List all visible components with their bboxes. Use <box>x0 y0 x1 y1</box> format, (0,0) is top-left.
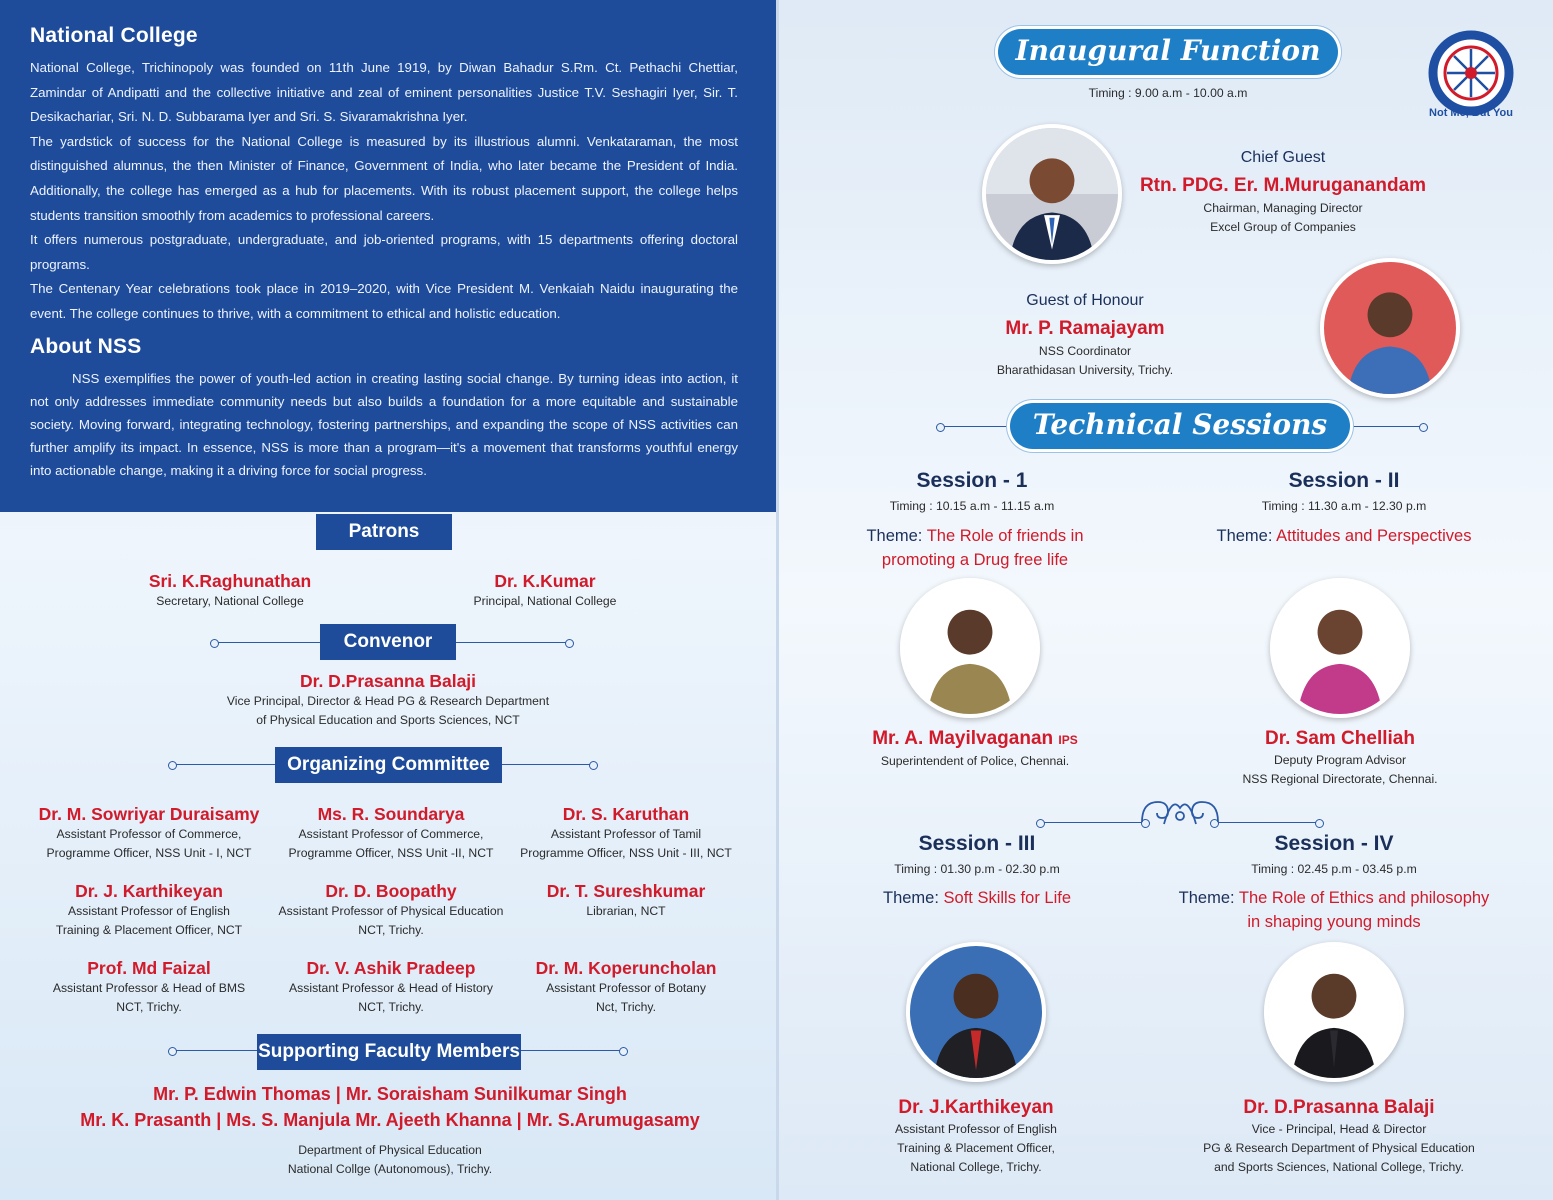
member-name: Dr. M. Koperuncholan <box>535 958 717 978</box>
session-3 <box>877 831 1077 881</box>
nss-wheel-icon <box>1428 30 1514 116</box>
chief-guest-name: Rtn. PDG. Er. M.Muruganandam <box>1139 175 1427 196</box>
guest-of-honour-desc-2: Bharathidasan University, Trichy. <box>996 363 1174 377</box>
member-desc: Assistant Professor of Botany <box>546 981 706 995</box>
session-timing: Timing : 02.45 p.m - 03.45 p.m <box>1251 862 1417 876</box>
session-timing: Timing : 11.30 a.m - 12.30 p.m <box>1261 499 1427 513</box>
technical-title: Technical Sessions <box>1010 403 1350 449</box>
member-name: Dr. V. Ashik Pradeep <box>306 958 476 978</box>
member-name: Ms. R. Soundarya <box>317 804 465 824</box>
session-title: Session - II <box>1288 469 1400 492</box>
committee-member <box>496 957 756 1017</box>
speaker-desc: Assistant Professor of English <box>895 1122 1057 1136</box>
session-title: Session - 1 <box>916 469 1028 492</box>
speaker-suffix: IPS <box>1058 733 1078 747</box>
speaker-name: Dr. Sam Chelliah <box>1265 728 1415 749</box>
guest-of-honour-desc-1: NSS Coordinator <box>1038 344 1132 358</box>
session-3-speaker <box>826 1096 1126 1177</box>
convenor-desc-1: Vice Principal, Director & Head PG & Research Department <box>226 694 550 708</box>
college-paragraph-4: The Centenary Year celebrations took place in 2019–2020, with Vice President M. Venkaiah Naidu inaugurating the event. The college continues to thrive, with a commitment to ethical and holistic education. <box>30 281 738 321</box>
ornament-swirl-icon <box>1138 792 1222 828</box>
member-desc: Training & Placement Officer, NCT <box>55 923 243 937</box>
session-1-speaker-photo <box>900 578 1040 718</box>
supporting-line-1: Mr. P. Edwin Thomas | Mr. Soraisham Sunilkumar Singh <box>153 1084 627 1104</box>
convenor-person <box>160 670 616 730</box>
committee-member <box>496 880 756 921</box>
about-section <box>0 0 776 512</box>
theme-value: The Role of Ethics and philosophy <box>1238 889 1490 907</box>
nss-heading: About NSS <box>30 334 142 358</box>
session-2-theme <box>1194 524 1494 548</box>
member-desc: Assistant Professor of Tamil <box>550 827 702 841</box>
speaker-desc: NSS Regional Directorate, Chennai. <box>1242 772 1438 786</box>
member-name: Dr. D. Boopathy <box>325 881 457 901</box>
speaker-desc: Deputy Program Advisor <box>1273 753 1407 767</box>
session-3-theme <box>842 886 1112 910</box>
committee-member <box>496 803 756 863</box>
committee-member <box>20 880 278 940</box>
college-paragraph-1: National College, Trichinopoly was founded on 11th June 1919, by Diwan Bahadur S.Rm. Ct. Pethachi Chettiar, Zamindar of Andipatti and the collective initiative and zeal of eminent personalities Justice T.V. Seshagiri Iyer, Sir. T. Desikachariar, Sri. N. D. Subbarama Iyer and Sri. S. Sivaramakrishna Iyer. <box>30 60 738 125</box>
inaugural-title: Inaugural Function <box>998 29 1338 75</box>
speaker-desc: Superintendent of Police, Chennai. <box>880 754 1070 768</box>
session-timing: Timing : 01.30 p.m - 02.30 p.m <box>894 862 1060 876</box>
session-2-speaker <box>1195 727 1485 789</box>
member-desc: Programme Officer, NSS Unit - III, NCT <box>520 846 732 860</box>
member-name: Dr. S. Karuthan <box>562 804 690 824</box>
supporting-label: Supporting Faculty Members <box>257 1034 521 1070</box>
patron-principal <box>425 570 665 611</box>
nss-motto: Not Me, But You <box>1429 107 1513 119</box>
session-title: Session - III <box>918 832 1036 855</box>
committee-member <box>20 957 278 1017</box>
speaker-desc: PG & Research Department of Physical Education <box>1203 1141 1475 1155</box>
theme-value: Soft Skills for Life <box>943 889 1071 907</box>
supporting-dept-2: National Collge (Autonomous), Trichy. <box>287 1162 493 1176</box>
session-1-speaker <box>830 727 1120 771</box>
theme-value-2: promoting a Drug free life <box>881 551 1069 569</box>
member-name: Dr. T. Sureshkumar <box>546 881 706 901</box>
guest-of-honour-photo <box>1320 258 1460 398</box>
guest-of-honour-role: Guest of Honour <box>1026 292 1144 309</box>
committee-label: Organizing Committee <box>275 747 502 783</box>
chief-guest-photo <box>982 124 1122 264</box>
college-paragraph-2: The yardstick of success for the National College is measured by its illustrious alumni. Venkataraman, the most distinguished alumnus, the then Minister of Finance, Government of India, who later became the President of India. Additionally, the college has emerged as a hub for placements. With its robust placement support, the college helps students transition smoothly from academics to professional careers. <box>30 133 738 223</box>
session-4-speaker <box>1178 1096 1500 1177</box>
theme-value: Attitudes and Perspectives <box>1276 527 1472 545</box>
nss-paragraph: NSS exemplifies the power of youth-led action in creating lasting social change. By turning ideas into action, it not only addresses immediate community needs but also builds a foundation for a more equitable and sustainable society. Moving forward, integrating technology, fostering partnerships, and expanding the scope of NSS activities can further amplify its impact. In essence, NSS is more than a program—it's a movement that transforms youthful energy into actionable change, making it a driving force for social progress. <box>30 370 738 478</box>
member-name: Prof. Md Faizal <box>87 958 211 978</box>
guest-of-honour <box>935 316 1235 380</box>
chief-guest-role: Chief Guest <box>1240 149 1326 166</box>
session-3-speaker-photo <box>906 942 1046 1082</box>
member-desc: Assistant Professor of English <box>68 904 230 918</box>
guest-of-honour-name: Mr. P. Ramajayam <box>1005 318 1165 339</box>
session-4 <box>1234 831 1434 881</box>
patrons-label: Patrons <box>316 514 452 550</box>
speaker-name: Dr. D.Prasanna Balaji <box>1243 1097 1435 1118</box>
patron-secretary <box>110 570 350 611</box>
college-heading: National College <box>30 24 198 47</box>
member-desc: Assistant Professor & Head of History <box>289 981 493 995</box>
ornament-rule-right <box>1218 822 1316 823</box>
member-desc: Assistant Professor of Commerce, <box>298 827 484 841</box>
member-desc: Programme Officer, NSS Unit -II, NCT <box>288 846 494 860</box>
member-name: Dr. J. Karthikeyan <box>75 881 223 901</box>
chief-guest-desc-2: Excel Group of Companies <box>1210 220 1356 234</box>
committee-member <box>262 957 520 1017</box>
theme-key: Theme: <box>866 527 923 545</box>
member-desc: NCT, Trichy. <box>116 1000 182 1014</box>
session-4-theme <box>1174 886 1494 934</box>
supporting-dept-1: Department of Physical Education <box>298 1143 482 1157</box>
member-desc: NCT, Trichy. <box>358 1000 424 1014</box>
member-desc: Assistant Professor of Commerce, <box>56 827 242 841</box>
inaugural-timing: Timing : 9.00 a.m - 10.00 a.m <box>1088 86 1248 100</box>
chief-guest <box>1133 173 1433 237</box>
theme-key: Theme: <box>1178 889 1235 907</box>
speaker-name: Mr. A. Mayilvaganan <box>872 728 1054 749</box>
speaker-desc: Training & Placement Officer, <box>897 1141 1055 1155</box>
committee-member <box>262 803 520 863</box>
member-desc: Assistant Professor & Head of BMS <box>52 981 246 995</box>
speaker-desc: Vice - Principal, Head & Director <box>1251 1122 1427 1136</box>
patron-desc: Principal, National College <box>473 594 617 608</box>
theme-value-2: in shaping young minds <box>1247 913 1421 931</box>
convenor-desc-2: of Physical Education and Sports Sciences, NCT <box>256 713 520 727</box>
session-2 <box>1244 468 1444 518</box>
patron-desc: Secretary, National College <box>156 594 304 608</box>
patron-name: Sri. K.Raghunathan <box>148 571 312 591</box>
theme-value: The Role of friends in <box>926 527 1084 545</box>
college-paragraph-3: It offers numerous postgraduate, undergraduate, and job-oriented programs, with 15 departments offering doctoral programs. <box>30 232 738 272</box>
speaker-name: Dr. J.Karthikeyan <box>898 1097 1054 1118</box>
patron-name: Dr. K.Kumar <box>494 571 596 591</box>
session-1-theme <box>840 524 1110 572</box>
member-name: Dr. M. Sowriyar Duraisamy <box>38 804 260 824</box>
ornament-rule-left <box>1044 822 1142 823</box>
committee-member <box>20 803 278 863</box>
speaker-desc: National College, Trichy. <box>910 1160 1042 1174</box>
session-1 <box>872 468 1072 518</box>
member-desc: Assistant Professor of Physical Education <box>278 904 504 918</box>
session-4-speaker-photo <box>1264 942 1404 1082</box>
member-desc: Programme Officer, NSS Unit - I, NCT <box>46 846 252 860</box>
supporting-line-2: Mr. K. Prasanth | Ms. S. Manjula Mr. Ajeeth Khanna | Mr. S.Arumugasamy <box>80 1110 700 1130</box>
convenor-label: Convenor <box>320 624 456 660</box>
session-2-speaker-photo <box>1270 578 1410 718</box>
speaker-desc: and Sports Sciences, National College, Trichy. <box>1214 1160 1464 1174</box>
session-title: Session - IV <box>1274 832 1394 855</box>
theme-key: Theme: <box>1216 527 1273 545</box>
theme-key: Theme: <box>883 889 939 907</box>
chief-guest-desc-1: Chairman, Managing Director <box>1203 201 1363 215</box>
member-desc: NCT, Trichy. <box>358 923 424 937</box>
committee-member <box>262 880 520 940</box>
session-timing: Timing : 10.15 a.m - 11.15 a.m <box>889 499 1055 513</box>
member-desc: Librarian, NCT <box>586 904 666 918</box>
member-desc: Nct, Trichy. <box>595 1000 657 1014</box>
convenor-name: Dr. D.Prasanna Balaji <box>299 671 477 691</box>
